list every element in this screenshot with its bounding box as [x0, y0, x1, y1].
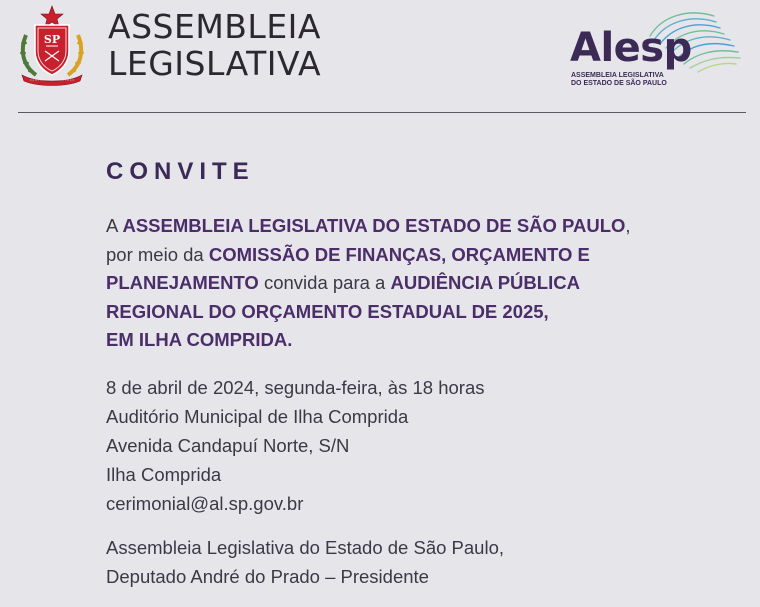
intro-line-4: REGIONAL DO ORÇAMENTO ESTADUAL DE 2025,: [106, 300, 549, 322]
header-divider: [18, 112, 746, 113]
intro-line-1: A ASSEMBLEIA LEGISLATIVA DO ESTADO DE SÃO PAULO,: [106, 215, 631, 236]
alesp-logo-word: Alesp: [570, 25, 692, 71]
invitation-paragraph: [106, 212, 666, 355]
alesp-subtitle-line-1: ASSEMBLEIA LEGISLATIVA: [571, 72, 664, 79]
intro-line-3: PLANEJAMENTO convida para a AUDIÊNCIA PÚBLICA: [106, 272, 580, 293]
alesp-subtitle-line-2: DO ESTADO DE SÃO PAULO: [571, 80, 667, 87]
event-venue: Auditório Municipal de Ilha Comprida: [106, 406, 409, 427]
page-header: [0, 0, 760, 112]
event-date: 8 de abril de 2024, segunda-feira, às 18 horas: [106, 377, 485, 398]
event-name: AUDIÊNCIA PÚBLICA: [390, 272, 580, 293]
event-address: Avenida Candapuí Norte, S/N: [106, 435, 350, 456]
title-line-2: LEGISLATIVA: [108, 44, 322, 83]
alesp-logo: [566, 2, 744, 90]
assembly-title: [108, 8, 321, 82]
event-city: Ilha Comprida: [106, 464, 222, 485]
alesp-logo-subtitle: [571, 72, 667, 88]
assembly-name: ASSEMBLEIA LEGISLATIVA DO ESTADO DE SÃO PAULO: [122, 215, 626, 236]
signature-block: [106, 533, 504, 591]
signature-institution: Assembleia Legislativa do Estado de São Paulo,: [106, 537, 505, 558]
intro-line-5: EM ILHA COMPRIDA.: [106, 329, 293, 350]
committee-name: COMISSÃO DE FINANÇAS, ORÇAMENTO E: [208, 243, 590, 265]
signature-president: Deputado André do Prado – Presidente: [106, 566, 429, 587]
event-details: [106, 373, 484, 518]
intro-line-2: por meio da COMISSÃO DE FINANÇAS, ORÇAMENTO E: [106, 243, 590, 265]
title-line-1: ASSEMBLEIA: [108, 7, 321, 46]
invitation-heading: CONVITE: [106, 158, 255, 185]
contact-email[interactable]: cerimonial@al.sp.gov.br: [106, 493, 304, 514]
coat-initials: SP: [43, 33, 61, 46]
sao-paulo-coat-of-arms-icon: [16, 5, 88, 87]
